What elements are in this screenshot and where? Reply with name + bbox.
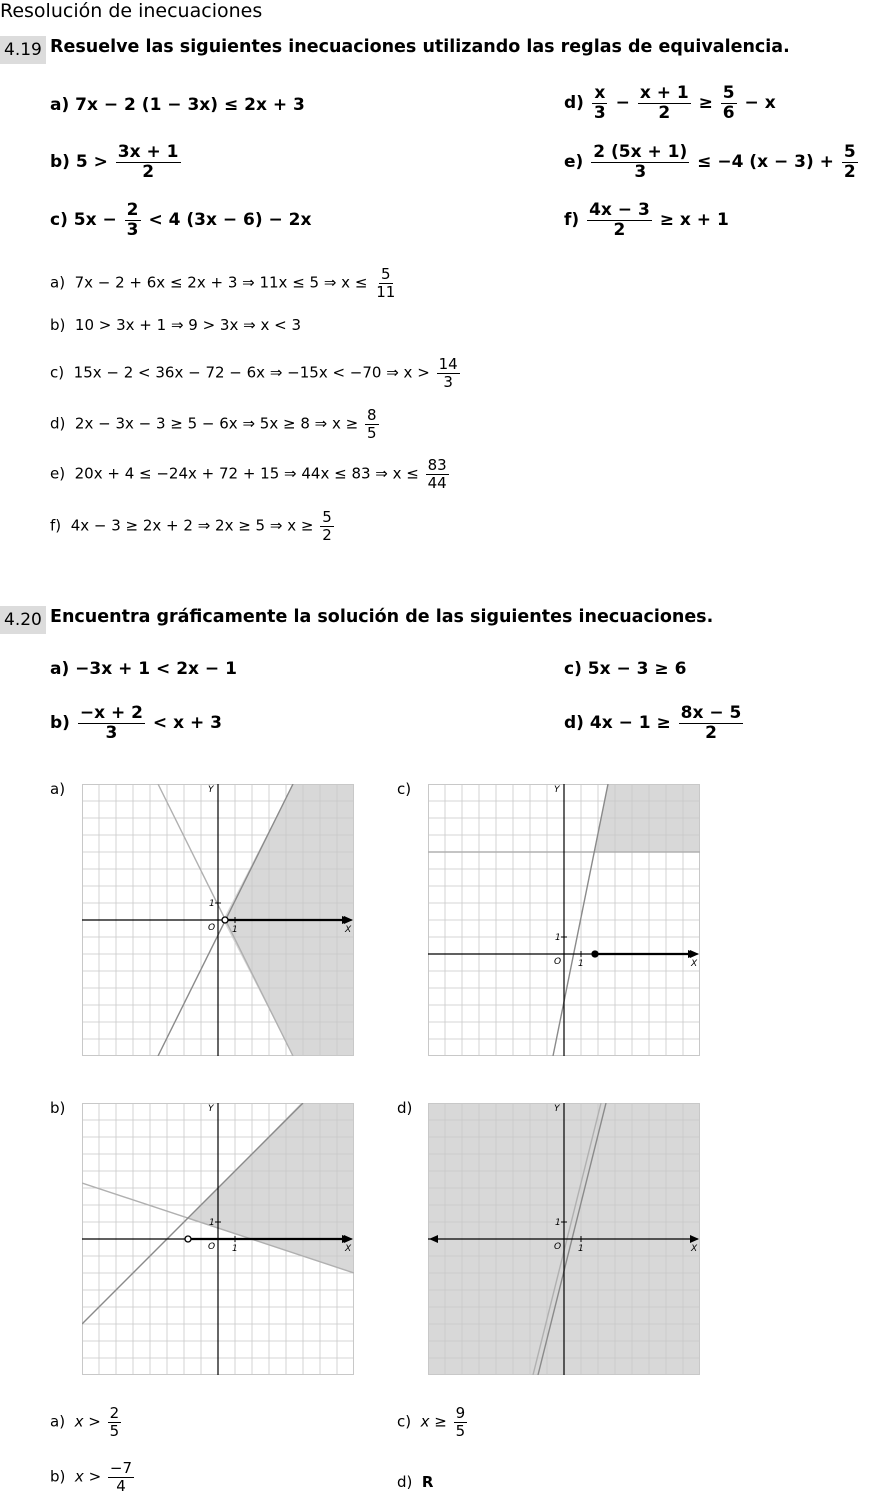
solution-ray-endpoint [185, 1236, 191, 1242]
graph-label-b: b) [50, 1099, 66, 1117]
graph-label-d: d) [397, 1099, 413, 1117]
exercise-number-4-20: 4.20 [0, 606, 46, 634]
graph-label-a: a) [50, 780, 66, 798]
unit-x-label: 1 [232, 925, 238, 935]
unit-x-label: 1 [578, 959, 584, 969]
x-axis-label: X [691, 1244, 698, 1254]
problem-4-20-a: a) −3x + 1 < 2x − 1 [50, 659, 237, 679]
problem-4-20-b: b) $\frac{-x + 2}{3}$ < x + 3 [50, 703, 222, 743]
answer-4-20-a: a) x > $\frac{2}{5}$ [50, 1404, 120, 1440]
unit-y-label: 1 [555, 933, 561, 943]
problem-4-19-f: f) $\frac{4x - 3}{2}$ ≥ x + 1 [564, 200, 729, 240]
y-axis-label: Y [554, 1104, 560, 1114]
page-title: Resolución de inecuaciones [0, 0, 263, 22]
y-axis-label: Y [208, 1104, 214, 1114]
x-axis-label: X [345, 925, 352, 935]
solution-ray-endpoint [222, 917, 228, 923]
x-axis-label: X [691, 959, 698, 969]
problem-4-19-a: a) 7x − 2 (1 − 3x) ≤ 2x + 3 [50, 95, 305, 115]
unit-x-label: 1 [578, 1244, 584, 1254]
unit-y-label: 1 [555, 1218, 561, 1228]
exercise-heading-4-20: Encuentra gráficamente la solución de las siguientes inecuaciones. [50, 607, 714, 627]
graph-d [428, 1103, 700, 1375]
solution-4-19-e: e) 20x + 4 ≤ −24x + 72 + 15 ⇒ 44x ≤ 83 ⇒ x ≤ $\frac{83}{44}$ [50, 456, 447, 492]
solution-4-19-d: d) 2x − 3x − 3 ≥ 5 − 6x ⇒ 5x ≥ 8 ⇒ x ≥ $\frac{8}{5}$ [50, 406, 377, 442]
x-axis-label: X [345, 1244, 352, 1254]
unit-y-label: 1 [209, 899, 215, 909]
solution-ray-arrow [688, 950, 698, 958]
graph-b [82, 1103, 354, 1375]
graph-label-c: c) [397, 780, 412, 798]
solution-4-19-a: a) 7x − 2 + 6x ≤ 2x + 3 ⇒ 11x ≤ 5 ⇒ x ≤ $\frac{5}{11}$ [50, 265, 396, 301]
y-axis-label: Y [554, 785, 560, 795]
problem-4-19-b: b) 5 > $\frac{3x + 1}{2}$ [50, 142, 179, 182]
exercise-heading-4-19: Resuelve las siguientes inecuaciones utilizando las reglas de equivalencia. [50, 37, 790, 57]
solution-ray-endpoint [592, 951, 598, 957]
problem-4-19-d: d) $\frac{x}{3}$ − $\frac{x + 1}{2}$ ≥ $\frac{5}{6}$ − x [564, 83, 776, 123]
exercise-number-4-19: 4.19 [0, 36, 46, 64]
solution-4-19-b: b) 10 > 3x + 1 ⇒ 9 > 3x ⇒ x < 3 [50, 316, 301, 334]
unit-y-label: 1 [209, 1218, 215, 1228]
problem-4-19-e: e) $\frac{2 (5x + 1)}{3}$ ≤ −4 (x − 3) + $\frac{5}{2}$ [564, 142, 856, 182]
solution-4-19-f: f) 4x − 3 ≥ 2x + 2 ⇒ 2x ≥ 5 ⇒ x ≥ $\frac{5}{2}$ [50, 508, 332, 544]
graph-c [428, 784, 700, 1056]
solution-4-19-c: c) 15x − 2 < 36x − 72 − 6x ⇒ −15x < −70 ⇒ x > $\frac{14}{3}$ [50, 355, 458, 391]
unit-x-label: 1 [232, 1244, 238, 1254]
origin-label: O [208, 1242, 216, 1252]
origin-label: O [554, 1242, 562, 1252]
answer-4-20-b: b) x > $\frac{-7}{4}$ [50, 1459, 133, 1495]
origin-label: O [554, 957, 562, 967]
y-axis-label: Y [208, 785, 214, 795]
graph-a [82, 784, 354, 1056]
answer-4-20-c: c) x ≥ $\frac{9}{5}$ [397, 1404, 466, 1440]
problem-4-20-d: d) 4x − 1 ≥ $\frac{8x - 5}{2}$ [564, 703, 742, 743]
answer-4-20-d: d) R [397, 1473, 434, 1491]
problem-4-20-c: c) 5x − 3 ≥ 6 [564, 659, 687, 679]
origin-label: O [208, 923, 216, 933]
problem-4-19-c: c) 5x − $\frac{2}{3}$ < 4 (3x − 6) − 2x [50, 200, 312, 240]
